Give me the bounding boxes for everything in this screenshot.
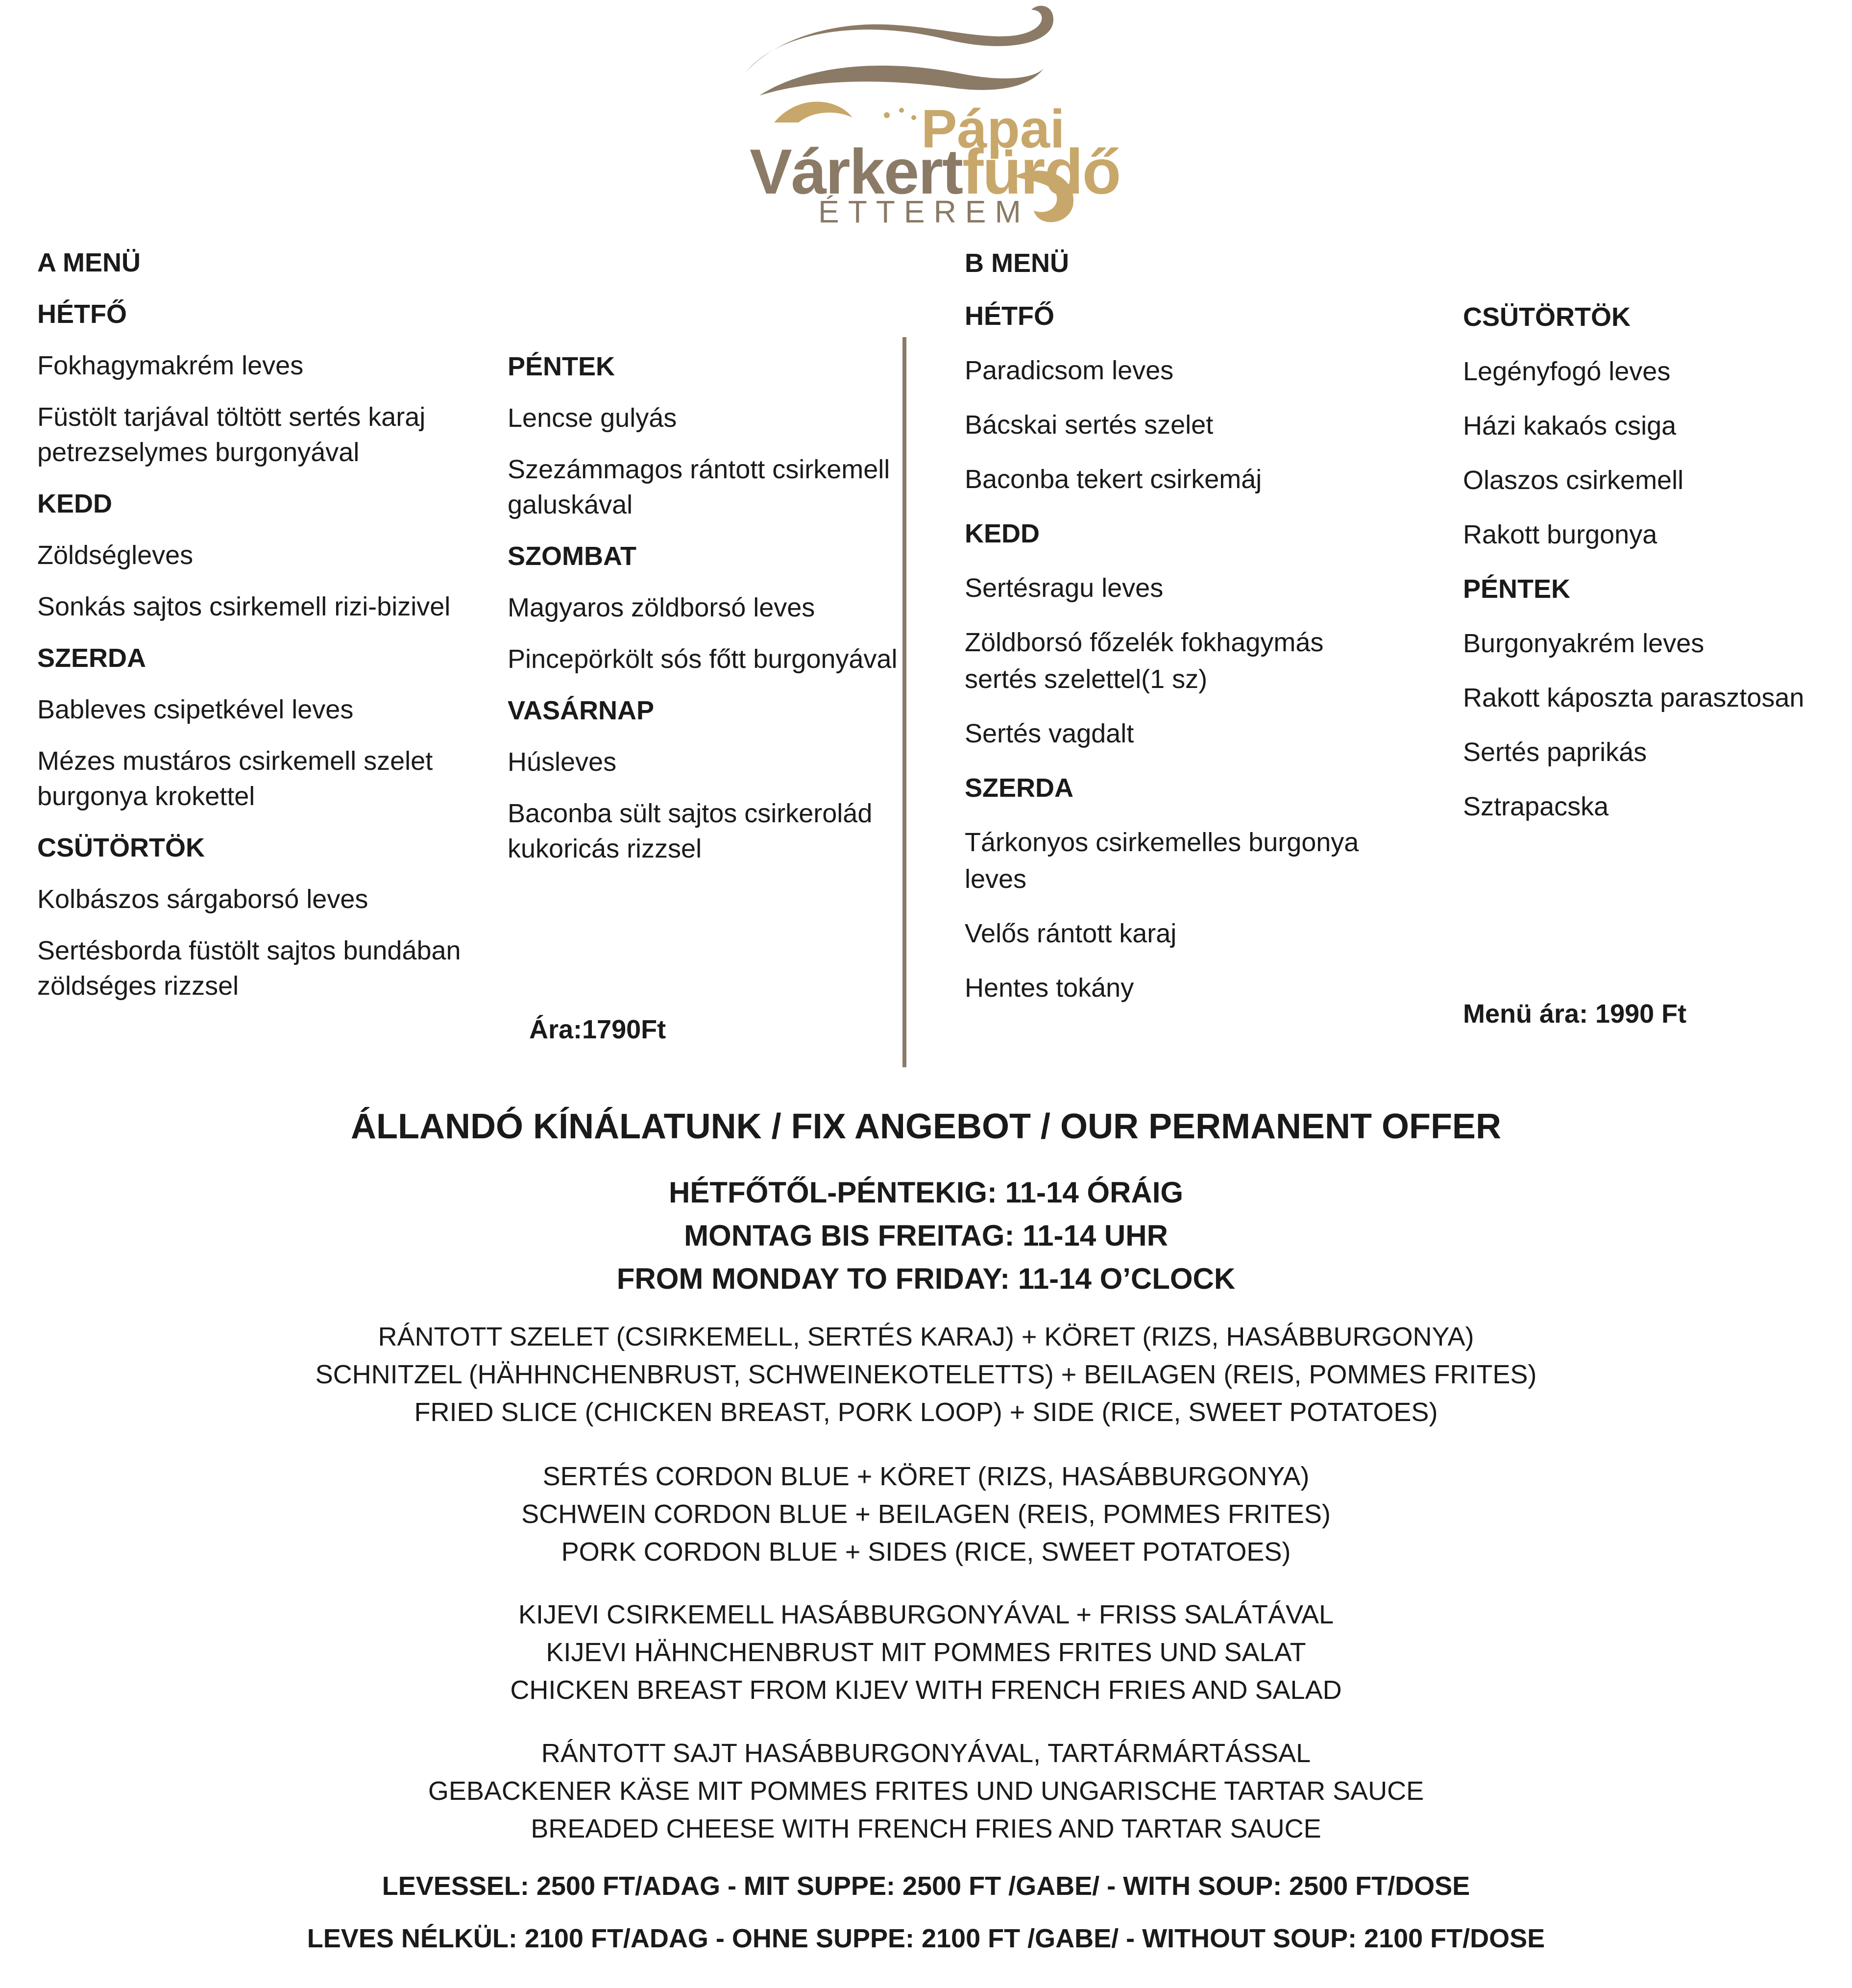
menu-b-day-monday: HÉTFŐ [965, 301, 1054, 331]
menu-item: Olaszos csirkemell [1463, 466, 1684, 495]
menu-b-price: Menü ára: 1990 Ft [1463, 999, 1687, 1029]
logo-line-etterem: ÉTTEREM [818, 194, 1030, 229]
price-with-soup: LEVESSEL: 2500 FT/ADAG - MIT SUPPE: 2500 FT /GABE/ - WITH SOUP: 2500 FT/DOSE [382, 1871, 1470, 1901]
menu-a-day-thursday: CSÜTÖRTÖK [37, 833, 205, 862]
logo-line-varkertfurdo: Várkertfürdő [750, 136, 1121, 207]
menu-a-price: Ára:1790Ft [529, 1015, 666, 1044]
menu-item: Bácskai sertés szelet [965, 410, 1214, 440]
menu-item: Magyaros zöldborsó leves [508, 593, 815, 622]
menu-item: Tárkonyos csirkemelles burgonya leves [965, 828, 1359, 894]
menu-b-right-column [1463, 299, 1835, 843]
price-without-soup: LEVES NÉLKÜL: 2100 FT/ADAG - OHNE SUPPE: 2100 FT /GABE/ - WITHOUT SOUP: 2100 FT/DOSE [307, 1924, 1545, 1953]
menu-item: Sertés vagdalt [965, 719, 1134, 748]
dish-line: FRIED SLICE (CHICKEN BREAST, PORK LOOP) + SIDE (RICE, SWEET POTATOES) [414, 1398, 1438, 1427]
menu-item: Legényfogó leves [1463, 357, 1671, 386]
menu-item: Kolbászos sárgaborsó leves [37, 884, 368, 914]
dish-line: SCHWEIN CORDON BLUE + BEILAGEN (REIS, POMMES FRITES) [521, 1499, 1331, 1529]
menu-item: Zöldborsó főzelék fokhagymás sertés szelettel(1 sz) [965, 628, 1324, 694]
dish-line: RÁNTOTT SZELET (CSIRKEMELL, SERTÉS KARAJ) + KÖRET (RIZS, HASÁBBURGONYA) [378, 1322, 1474, 1351]
dish-block [0, 1458, 1852, 1571]
menu-item: Pincepörkölt sós főtt burgonyával [508, 644, 898, 674]
menu-b-day-friday: PÉNTEK [1463, 574, 1571, 604]
hours-line: HÉTFŐTŐL-PÉNTEKIG: 11-14 ÓRÁIG [668, 1176, 1184, 1209]
hours-line: FROM MONDAY TO FRIDAY: 11-14 O’CLOCK [616, 1262, 1236, 1295]
logo-line-papai: Pápai [921, 99, 1065, 159]
dish-line: GEBACKENER KÄSE MIT POMMES FRITES UND UNGARISCHE TARTAR SAUCE [428, 1776, 1424, 1806]
dish-block [0, 1596, 1852, 1709]
dish-line: BREADED CHEESE WITH FRENCH FRIES AND TARTAR SAUCE [531, 1814, 1321, 1843]
menu-item: Baconba sült sajtos csirkerolád kukoricás rizzsel [508, 799, 873, 863]
permanent-offer-title: ÁLLANDÓ KÍNÁLATUNK / FIX ANGEBOT / OUR PERMANENT OFFER [351, 1107, 1501, 1146]
menu-a-day-friday: PÉNTEK [508, 352, 615, 381]
menu-a-right-column [508, 349, 909, 883]
dish-block [0, 1735, 1852, 1848]
menu-item: Fokhagymakrém leves [37, 351, 304, 380]
menu-item: Sertésborda füstölt sajtos bundában zöldséges rizzsel [37, 936, 461, 1001]
menu-item: Sertésragu leves [965, 573, 1164, 603]
hours-line: MONTAG BIS FREITAG: 11-14 UHR [684, 1219, 1168, 1252]
menu-item: Hentes tokány [965, 973, 1134, 1003]
dish-line: KIJEVI HÄHNCHENBRUST MIT POMMES FRITES UND SALAT [546, 1638, 1306, 1667]
menu-item: Velős rántott karaj [965, 919, 1177, 948]
opening-hours [0, 1171, 1852, 1301]
dish-line: SERTÉS CORDON BLUE + KÖRET (RIZS, HASÁBBURGONYA) [542, 1462, 1310, 1491]
menu-item: Mézes mustáros csirkemell szelet burgonya krokettel [37, 746, 433, 811]
menu-a-day-saturday: SZOMBAT [508, 541, 636, 571]
menu-a-day-wednesday: SZERDA [37, 643, 146, 673]
menu-item: Házi kakaós csiga [1463, 411, 1677, 441]
menu-item: Húsleves [508, 747, 617, 777]
menu-item: Zöldségleves [37, 540, 194, 570]
menu-item: Lencse gulyás [508, 403, 677, 433]
menu-a-day-sunday: VASÁRNAP [508, 696, 655, 725]
menu-item: Füstölt tarjával töltött sertés karaj petrezselymes burgonyával [37, 402, 426, 467]
column-divider [902, 337, 906, 1067]
dish-line: SCHNITZEL (HÄHHNCHENBRUST, SCHWEINEKOTELETTS) + BEILAGEN (REIS, POMMES FRITES) [315, 1360, 1537, 1389]
restaurant-logo [740, 0, 1121, 230]
dish-line: KIJEVI CSIRKEMELL HASÁBBURGONYÁVAL + FRISS SALÁTÁVAL [518, 1600, 1334, 1629]
menu-a-title: A MENÜ [37, 248, 141, 277]
menu-item: Burgonyakrém leves [1463, 629, 1705, 658]
menu-a-day-tuesday: KEDD [37, 489, 113, 518]
dish-line: CHICKEN BREAST FROM KIJEV WITH FRENCH FRIES AND SALAD [510, 1675, 1342, 1705]
menu-item: Sonkás sajtos csirkemell rizi-bizivel [37, 592, 451, 621]
menu-a-left-column [37, 245, 478, 1020]
menu-item: Baconba tekert csirkemáj [965, 465, 1262, 494]
menu-b-title: B MENÜ [965, 248, 1069, 278]
menu-item: Szezámmagos rántott csirkemell galuskával [508, 455, 890, 519]
dish-line: RÁNTOTT SAJT HASÁBBURGONYÁVAL, TARTÁRMÁRTÁSSAL [541, 1739, 1311, 1768]
menu-b-day-tuesday: KEDD [965, 519, 1040, 548]
menu-a-day-monday: HÉTFŐ [37, 299, 127, 329]
dish-line: PORK CORDON BLUE + SIDES (RICE, SWEET POTATOES) [561, 1537, 1291, 1567]
menu-b-day-wednesday: SZERDA [965, 773, 1074, 803]
menu-item: Sertés paprikás [1463, 737, 1647, 767]
menu-item: Rakott káposzta parasztosan [1463, 683, 1804, 712]
menu-b-day-thursday: CSÜTÖRTÖK [1463, 302, 1631, 332]
menu-item: Rakott burgonya [1463, 520, 1657, 549]
menu-b-left-column [965, 245, 1406, 1024]
menu-item: Sztrapacska [1463, 792, 1609, 821]
menu-item: Bableves csipetkével leves [37, 695, 354, 724]
menu-item: Paradicsom leves [965, 356, 1174, 385]
dish-block [0, 1318, 1852, 1431]
